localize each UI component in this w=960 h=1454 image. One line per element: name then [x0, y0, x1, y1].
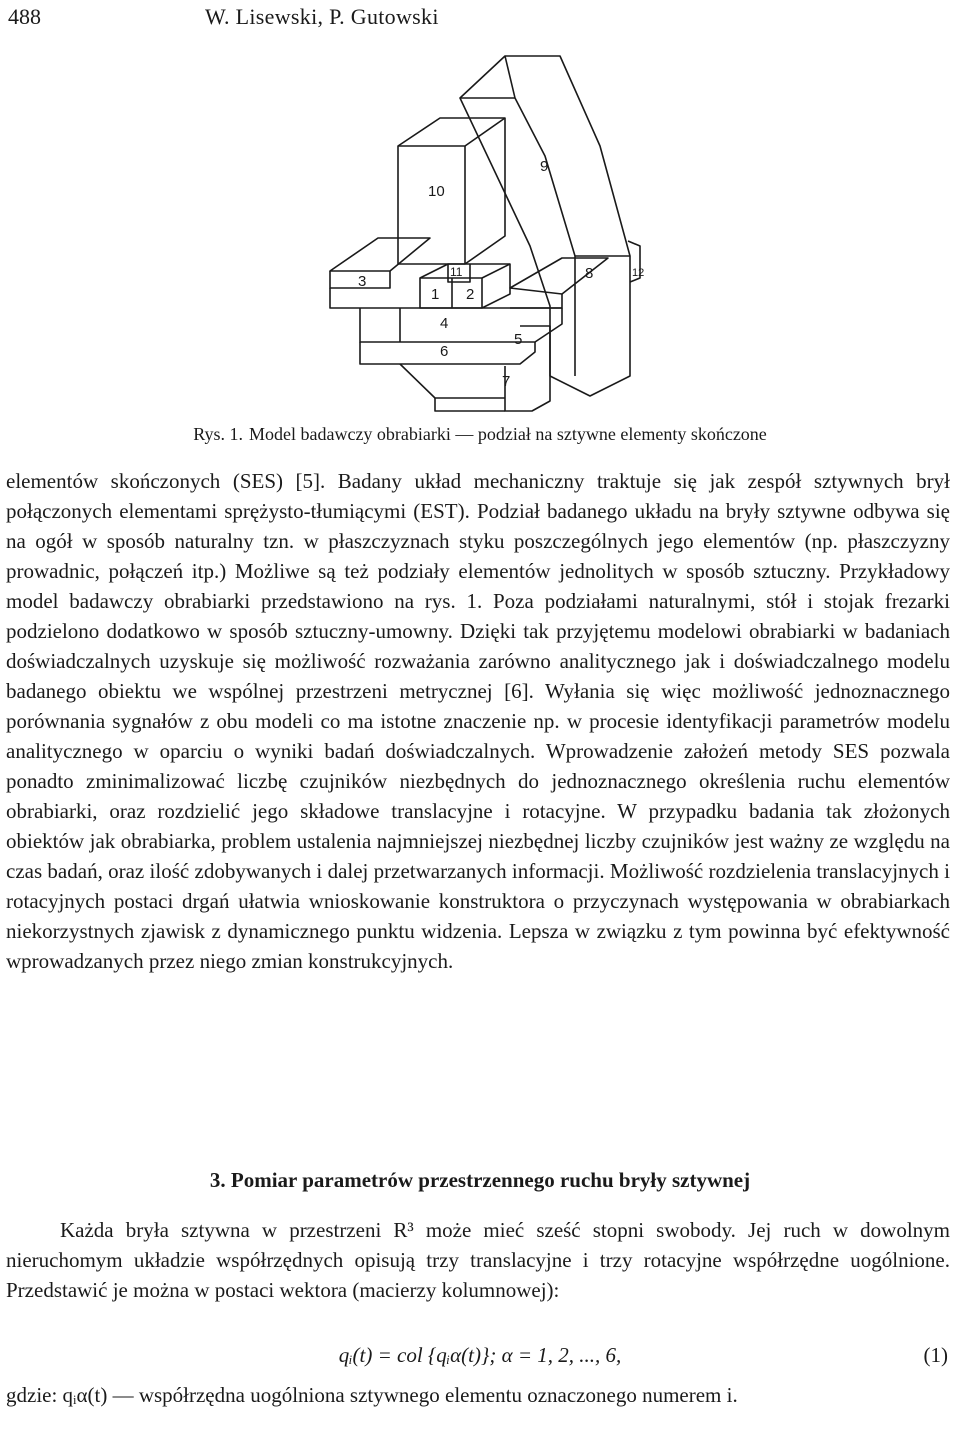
equation-number: (1) [923, 1343, 948, 1367]
section-text [6, 1215, 950, 1305]
running-head: W. Lisewski, P. Gutowski [205, 4, 439, 29]
label-2: 2 [466, 286, 475, 303]
figure-caption-label: Rys. 1. [193, 424, 243, 444]
knee-5-7 [505, 326, 550, 411]
column-body [460, 56, 630, 396]
label-10: 10 [428, 183, 445, 200]
label-5: 5 [514, 331, 523, 348]
label-3: 3 [358, 273, 367, 290]
equation-1 [0, 1343, 960, 1373]
figure-caption-text: Model badawczy obrabiarki — podział na sztywne elementy skończone [248, 424, 767, 444]
label-6: 6 [440, 343, 449, 360]
machine-model-figure [300, 46, 700, 416]
label-7: 7 [502, 373, 511, 390]
page-number: 488 [8, 4, 41, 29]
label-1: 1 [431, 286, 440, 303]
knee-base [400, 364, 505, 398]
machine-model-drawing [300, 46, 700, 416]
section-paragraph: Każda bryła sztywna w przestrzeni R³ może mieć sześć stopni swobody. Jej ruch w dowolnym nieruchomym układzie współrzędnych opisują trzy translacyjne i trzy rotacyjne współrzędne uogólnione. Przedstawić je można w postaci wektora (macierzy kolumnowej): [6, 1218, 950, 1302]
where-line: gdzie: qᵢα(t) — współrzędna uogólniona sztywnego elementu oznaczonego numerem i. [6, 1383, 738, 1407]
figure-caption [0, 424, 960, 445]
body-text [6, 466, 950, 976]
label-12: 12 [632, 267, 645, 279]
label-8: 8 [585, 265, 594, 282]
saddle-4-6 [360, 308, 562, 342]
spindle-head [398, 118, 505, 264]
equation-body: qᵢ(t) = col {qᵢα(t)}; α = 1, 2, ..., 6, [338, 1343, 622, 1367]
page-header [0, 4, 960, 38]
label-9: 9 [540, 158, 549, 175]
label-11: 11 [450, 265, 463, 279]
body-paragraph: elementów skończonych (SES) [5]. Badany układ mechaniczny traktuje się jak zespół sztywnych brył połączonych elementami sprężysto-tłumiącymi (EST). Podział badanego układu na bryły sztywne odbywa się na ogół w sposób naturalny tzn. w płaszczyznach styku poszczególnych jego elementów (np. płaszczyzny prowadnic, połączeń itp.) Możliwe są też podziały elementów jednolitych w sposób sztuczny. Przykładowy model badawczy obrabiarki przedstawiono na rys. 1. Poza podziałami naturalnymi, stół i stojak frezarki podzielono dodatkowo w sposób sztuczny-umowny. Dzięki tak przyjętemu modelowi obrabiarki w badaniach doświadczalnych uzyskuje się możliwość rozważania zarówno analitycznego jak i doświadczalnego modelu badanego obiektu we wspólnej przestrzeni metrycznej [6]. Wyłania się więc możliwość jednoznacznego porównania sygnałów z obu modeli co ma istotne znaczenie np. w procesie identyfikacji parametrów modelu analitycznego w oparciu o wyniki badań doświadczalnych. Wprowadzenie założeń metody SES pozwala ponadto zminimalizować liczbę czujników niezbędnych do jednoznacznego określenia ruchu elementów obrabiarki, oraz rozdzielić jego składowe translacyjne i rotacyjne. W przypadku badania tak złożonych obiektów jak obrabiarka, problem ustalenia najmniejszej niezbędnej liczby czujników jest ważny ze względu na czas badań, oraz ilość zdobywanych i dalej przetwarzanych informacji. Możliwość rozdzielenia translacyjnych i rotacyjnych postaci drgań ułatwia wnioskowanie konstruktora o przyczynach występowania w obrabiarkach niekorzystnych zjawisk z dynamicznego punktu widzenia. Lepsza w związku z tym powinna być efektywność wprowadzanych przez niego zmian konstrukcyjnych. [6, 469, 950, 973]
label-4: 4 [440, 315, 449, 332]
table-3 [330, 238, 430, 271]
section-heading: 3. Pomiar parametrów przestrzennego ruchu bryły sztywnej [209, 1168, 751, 1192]
